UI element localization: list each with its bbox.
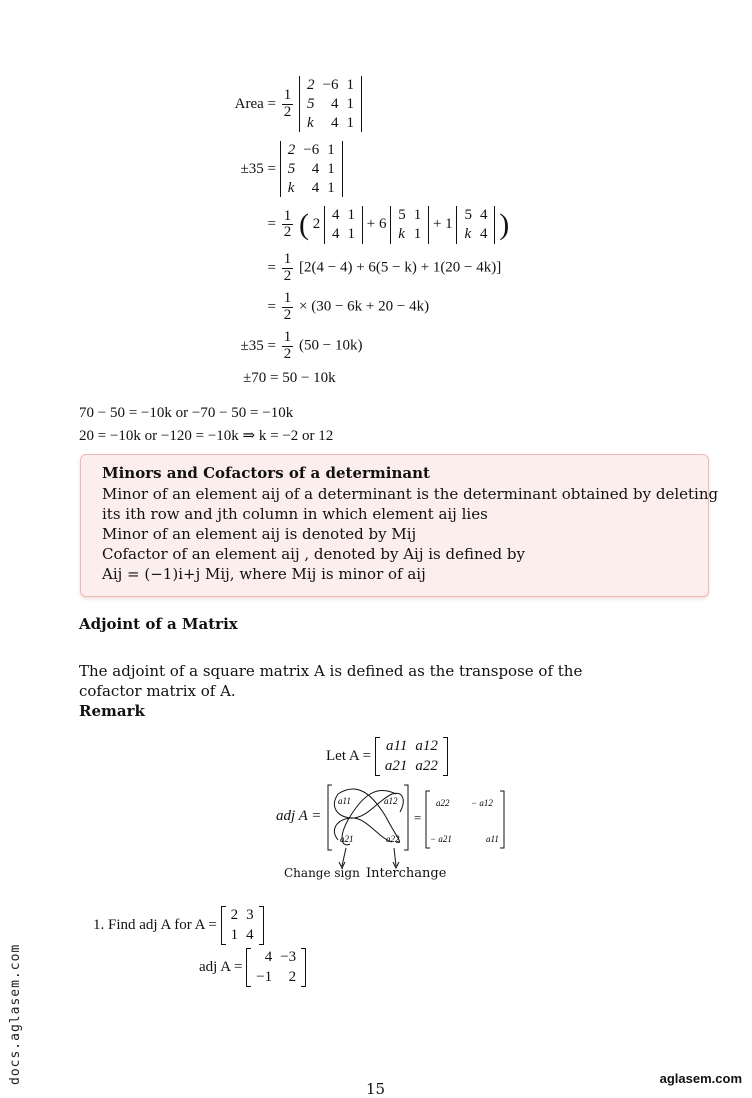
box-line-1: Minor of an element aij of a determinant is the determinant obtained by deleting: [102, 485, 719, 503]
pm35-determinant: 2 −6 1 5 4 1 k 4 1: [280, 141, 343, 197]
fig-r-a11: a11: [486, 834, 499, 844]
minor-1: 4 1 4 1: [324, 206, 363, 244]
let-a-matrix: Let A = a11 a12 a21 a22: [326, 737, 448, 776]
eq-pm35-lhs: ±35 =: [240, 160, 276, 177]
side-watermark: docs.aglasem.com: [8, 943, 23, 1085]
box-line-4: Cofactor of an element aij , denoted by Aij is defined by: [102, 545, 525, 563]
fig-a22: a22: [386, 834, 400, 844]
eq-line4: = $\frac{1}{2}$ [2(4 − 4) + 6(5 − k) + 1(20 − 4k)]: [267, 251, 502, 284]
solution-line-2: 20 = −10k or −120 = −10k ⇒ k = −2 or 12: [79, 428, 334, 444]
eq-area: [180, 76, 362, 132]
remark-label: Remark: [79, 702, 145, 720]
adjoint-para-2: cofactor matrix of A.: [79, 682, 236, 700]
page-number: 15: [366, 1080, 386, 1098]
box-line-2: its ith row and jth column in which element aij lies: [102, 505, 488, 523]
minor-2: 5 1 k 1: [390, 206, 429, 244]
eq-line7: ±70 = 50 − 10k: [243, 370, 336, 386]
minors-cofactors-box: [80, 454, 719, 597]
eq-expansion: = $\frac{1}{2}$ ( 2 4 1 4 1 + 6 5 1 k 1 + 1 5 4 k 4 ): [267, 207, 510, 242]
minor-3: 5 4 k 4: [456, 206, 495, 244]
half-fraction: $\frac{1}{2}$: [283, 86, 292, 120]
eq-line6: ±35 = $\frac{1}{2}$ (50 − 10k): [240, 329, 363, 362]
box-line-5: Aij = (−1)i+j Mij, where Mij is minor of aij: [102, 565, 426, 583]
example-answer: adj A = 4 −3 −1 2: [199, 948, 306, 987]
area-determinant: 2 −6 1 5 4 1 k 4 1: [299, 76, 362, 132]
example-question: 1. Find adj A for A = 2 3 1 4: [93, 906, 264, 945]
fig-a12: a12: [384, 796, 398, 806]
fig-r-a12: − a12: [471, 798, 493, 808]
interchange-label: Interchange: [366, 866, 447, 881]
box-line-3: Minor of an element aij is denoted by Mij: [102, 525, 417, 543]
solution-line-1: 70 − 50 = −10k or −70 − 50 = −10k: [79, 405, 294, 421]
fig-a21: a21: [340, 834, 354, 844]
svg-text:=: =: [414, 810, 422, 825]
fig-a11: a11: [338, 796, 351, 806]
fig-r-a21: − a21: [430, 834, 452, 844]
adj-label: adj A =: [276, 808, 322, 824]
brand-link[interactable]: aglasem.com: [659, 1071, 742, 1086]
box-title: Minors and Cofactors of a determinant: [102, 464, 430, 482]
eq-line5: = $\frac{1}{2}$ × (30 − 6k + 20 − 4k): [267, 290, 430, 323]
fig-r-a22: a22: [436, 798, 450, 808]
adjoint-para-1: The adjoint of a square matrix A is defined as the transpose of the: [79, 662, 583, 680]
change-sign-label: Change sign: [284, 866, 360, 880]
eq-area-lhs: Area =: [234, 95, 276, 112]
eq-pm35: [180, 141, 343, 197]
adjoint-heading: Adjoint of a Matrix: [79, 615, 238, 633]
